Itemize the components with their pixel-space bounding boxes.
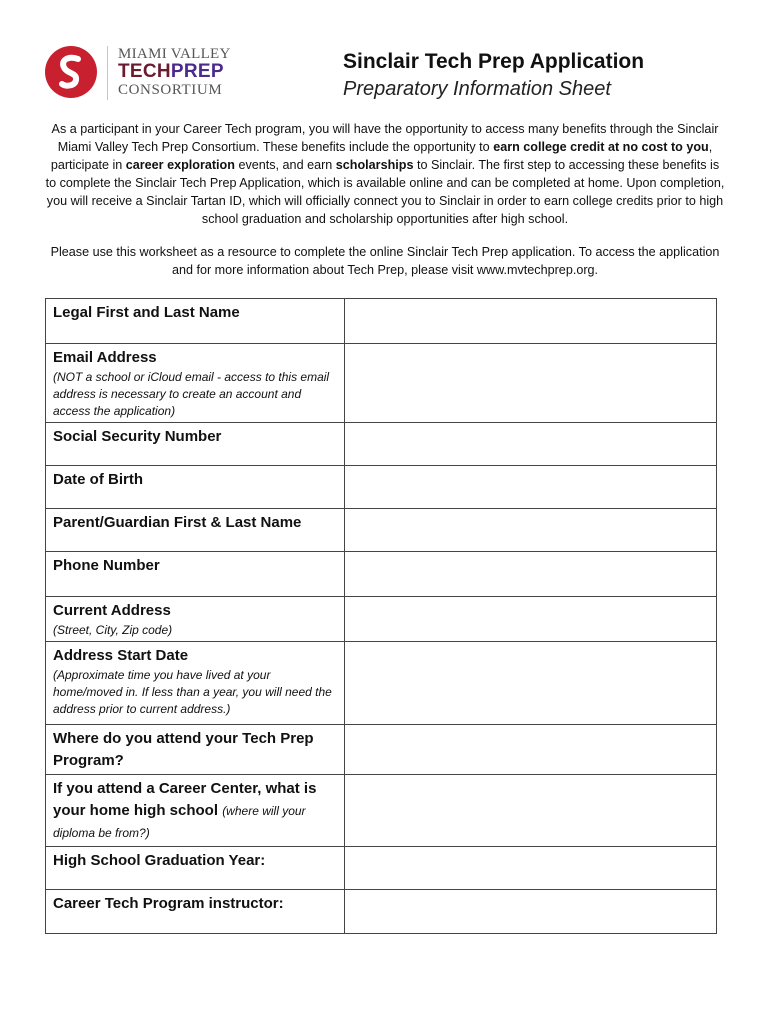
consortium-logo xyxy=(44,44,244,104)
form-row-ssn xyxy=(46,423,717,466)
field-label-cell xyxy=(46,597,345,642)
field-label-cell xyxy=(46,847,345,890)
field-label: Parent/Guardian First & Last Name xyxy=(53,514,302,531)
intro-text: events, and earn xyxy=(234,158,336,172)
intro-text: to Sinclair. The first step to accessing these benefits is to complete the Sinclair Tech Prep Application, which is available online and can be completed at home. Upon completion, you will receive a Sinclair Tartan ID, which will officially connect you to Sinclair in order to earn college credits prior to high school graduation and scholarship opportunities after high school. xyxy=(45,158,725,226)
instructor-field[interactable] xyxy=(344,890,716,934)
form-row-program-location xyxy=(46,725,717,775)
logo-line-miami-valley: MIAMI VALLEY xyxy=(118,46,231,62)
form-row-dob xyxy=(46,466,717,509)
field-note: (Street, City, Zip code) xyxy=(53,623,173,637)
form-row-home-high-school xyxy=(46,775,717,847)
field-label-cell xyxy=(46,775,345,847)
phone-field[interactable] xyxy=(344,552,716,597)
field-label-cell xyxy=(46,466,345,509)
intro-text: As a participant in your Career Tech program, you will have the opportunity to access many benefits through the Sinclair Miami Valley Tech Prep Consortium. These benefits include the opportunity to xyxy=(51,122,719,154)
field-label-cell xyxy=(46,509,345,552)
legal-name-field[interactable] xyxy=(344,299,716,344)
field-note: (Approximate time you have lived at your home/moved in. If less than a year, you will need the address prior to current address.) xyxy=(53,668,332,716)
field-label: Career Tech Program instructor: xyxy=(53,895,284,912)
ssn-field[interactable] xyxy=(344,423,716,466)
field-label-cell xyxy=(46,890,345,934)
guardian-name-field[interactable] xyxy=(344,509,716,552)
field-label xyxy=(53,778,338,844)
field-label: Social Security Number xyxy=(53,428,222,445)
logo-line-consortium: CONSORTIUM xyxy=(118,82,223,98)
intro-emphasis: career exploration xyxy=(125,158,235,172)
logo-prep: PREP xyxy=(170,61,224,82)
info-form-table xyxy=(45,298,717,934)
field-label: Legal First and Last Name xyxy=(53,304,240,321)
field-note: (where will your diploma be from?) xyxy=(53,804,306,840)
program-location-field[interactable] xyxy=(344,725,716,775)
field-label-cell xyxy=(46,642,345,725)
sinclair-s-logo-icon xyxy=(44,44,98,100)
field-label-cell xyxy=(46,552,345,597)
form-row-grad-year xyxy=(46,847,717,890)
email-field[interactable] xyxy=(344,344,716,423)
instructions-paragraph: Please use this worksheet as a resource to complete the online Sinclair Tech Prep application. To access the application and for more information about Tech Prep, please visit www.mvtechprep.org. xyxy=(50,245,720,277)
date-of-birth-field[interactable] xyxy=(344,466,716,509)
intro-paragraph xyxy=(44,120,726,228)
field-label: Where do you attend your Tech Prep Program? xyxy=(53,730,314,769)
logo-divider xyxy=(107,46,108,100)
logo-line-techprep xyxy=(118,62,248,82)
form-row-guardian xyxy=(46,509,717,552)
field-label-cell xyxy=(46,725,345,775)
field-note: (NOT a school or iCloud email - access to this email address is necessary to create an account and access the application) xyxy=(53,370,330,418)
field-label-cell xyxy=(46,344,345,423)
field-label: Current Address xyxy=(53,602,171,619)
intro-text: , participate in xyxy=(50,140,713,172)
field-label: Date of Birth xyxy=(53,471,143,488)
field-label: Email Address xyxy=(53,349,157,366)
graduation-year-field[interactable] xyxy=(344,847,716,890)
field-label-cell xyxy=(46,299,345,344)
address-start-date-field[interactable] xyxy=(344,642,716,725)
form-row-address xyxy=(46,597,717,642)
field-label: Phone Number xyxy=(53,557,160,574)
form-row-name xyxy=(46,299,717,344)
logo-wordmark xyxy=(118,46,248,98)
logo-tech: TECH xyxy=(118,61,171,82)
field-label-cell xyxy=(46,423,345,466)
page-title: Sinclair Tech Prep Application xyxy=(343,50,645,73)
page-subtitle: Preparatory Information Sheet xyxy=(343,78,611,100)
intro-emphasis: scholarships xyxy=(335,158,414,172)
current-address-field[interactable] xyxy=(344,597,716,642)
intro-emphasis: earn college credit at no cost to you xyxy=(493,140,709,154)
form-row-email xyxy=(46,344,717,423)
form-row-instructor xyxy=(46,890,717,934)
field-label-text: If you attend a Career Center, what is your home high school xyxy=(53,780,317,819)
home-high-school-field[interactable] xyxy=(344,775,716,847)
form-row-address-start xyxy=(46,642,717,725)
form-row-phone xyxy=(46,552,717,597)
field-label: High School Graduation Year: xyxy=(53,852,266,869)
field-label: Address Start Date xyxy=(53,647,189,664)
